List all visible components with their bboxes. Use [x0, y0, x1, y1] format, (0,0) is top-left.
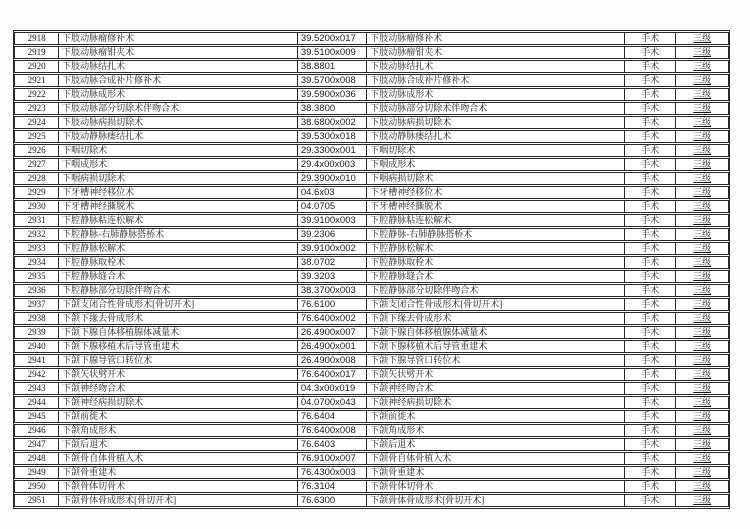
procedure-name-cell: 下肢动脉成形术 [58, 88, 297, 101]
procedure-code-cell: 76.6400x002 [297, 312, 366, 325]
category-cell: 手术 [624, 438, 676, 451]
procedure-name-repeat-cell: 下颌矢状劈开术 [366, 368, 624, 381]
procedure-name-cell: 下肢动脉合成补片修补术 [58, 74, 297, 87]
procedure-code-cell: 04.0705 [297, 200, 366, 213]
row-number-cell: 2939 [14, 326, 58, 339]
row-number-cell: 2951 [14, 494, 58, 507]
procedure-name-repeat-cell: 下腔静脉缝合术 [366, 270, 624, 283]
procedure-code-cell: 76.6400x008 [297, 424, 366, 437]
category-cell: 手术 [624, 284, 676, 297]
procedure-code-cell: 39.5200x017 [297, 32, 366, 45]
category-cell: 手术 [624, 172, 676, 185]
procedure-name-cell: 下颌角成形术 [58, 424, 297, 437]
category-cell: 手术 [624, 368, 676, 381]
category-cell: 手术 [624, 466, 676, 479]
category-cell: 手术 [624, 228, 676, 241]
category-cell: 手术 [624, 410, 676, 423]
category-cell: 手术 [624, 494, 676, 507]
procedure-name-repeat-cell: 下牙槽神经撕脱术 [366, 200, 624, 213]
procedure-code-cell: 29.4x00x003 [297, 158, 366, 171]
row-number-cell: 2934 [14, 256, 58, 269]
table-row [14, 116, 729, 129]
table-row [14, 200, 729, 213]
table-row [14, 466, 729, 479]
procedure-name-cell: 下颌骨体切骨术 [58, 480, 297, 493]
row-number-cell: 2948 [14, 452, 58, 465]
procedure-code-cell: 38.8801 [297, 60, 366, 73]
procedure-name-cell: 下颌矢状劈开术 [58, 368, 297, 381]
level-cell: 三级 [675, 438, 729, 451]
table-row [14, 88, 729, 101]
procedure-name-repeat-cell: 下腔静脉-右肺静脉搭桥术 [366, 228, 624, 241]
row-number-cell: 2949 [14, 466, 58, 479]
row-number-cell: 2921 [14, 74, 58, 87]
category-cell: 手术 [624, 102, 676, 115]
table-row [14, 326, 729, 339]
category-cell: 手术 [624, 424, 676, 437]
procedure-name-repeat-cell: 下牙槽神经移位术 [366, 186, 624, 199]
procedure-classification-table [13, 30, 730, 509]
level-cell: 三级 [675, 172, 729, 185]
procedure-name-repeat-cell: 下腔静脉部分切除伴吻合术 [366, 284, 624, 297]
row-number-cell: 2931 [14, 214, 58, 227]
table-row [14, 494, 729, 507]
category-cell: 手术 [624, 452, 676, 465]
row-number-cell: 2936 [14, 284, 58, 297]
table-row [14, 46, 729, 59]
category-cell: 手术 [624, 186, 676, 199]
procedure-name-cell: 下肢动脉结扎术 [58, 60, 297, 73]
category-cell: 手术 [624, 298, 676, 311]
procedure-code-cell: 39.5700x008 [297, 74, 366, 87]
table-row [14, 354, 729, 367]
procedure-name-repeat-cell: 下颌神经病损切除术 [366, 396, 624, 409]
procedure-code-cell: 76.6403 [297, 438, 366, 451]
row-number-cell: 2923 [14, 102, 58, 115]
row-number-cell: 2925 [14, 130, 58, 143]
procedure-name-repeat-cell: 下颌骨体切骨术 [366, 480, 624, 493]
procedure-name-repeat-cell: 下颌神经吻合术 [366, 382, 624, 395]
procedure-name-cell: 下颌骨体骨成形术[骨切开术] [58, 494, 297, 507]
level-cell: 三级 [675, 424, 729, 437]
procedure-name-cell: 下颌骨自体骨植入术 [58, 452, 297, 465]
category-cell: 手术 [624, 74, 676, 87]
level-cell: 三级 [675, 298, 729, 311]
procedure-name-cell: 下咽病损切除术 [58, 172, 297, 185]
level-cell: 三级 [675, 130, 729, 143]
level-cell: 三级 [675, 32, 729, 45]
row-number-cell: 2929 [14, 186, 58, 199]
table-row [14, 214, 729, 227]
procedure-name-repeat-cell: 下腔静脉松解术 [366, 242, 624, 255]
category-cell: 手术 [624, 480, 676, 493]
level-cell: 三级 [675, 312, 729, 325]
category-cell: 手术 [624, 340, 676, 353]
row-number-cell: 2928 [14, 172, 58, 185]
procedure-name-cell: 下颌神经吻合术 [58, 382, 297, 395]
procedure-code-cell: 76.4300x003 [297, 466, 366, 479]
table-row [14, 270, 729, 283]
procedure-name-cell: 下颌下腺导管口转位术 [58, 354, 297, 367]
procedure-name-repeat-cell: 下颌下腺导管口转位术 [366, 354, 624, 367]
procedure-name-cell: 下颌神经病损切除术 [58, 396, 297, 409]
row-number-cell: 2946 [14, 424, 58, 437]
level-cell: 三级 [675, 270, 729, 283]
procedure-table-body [14, 32, 729, 507]
procedure-code-cell: 29.3900x010 [297, 172, 366, 185]
table-row [14, 256, 729, 269]
category-cell: 手术 [624, 270, 676, 283]
procedure-name-cell: 下腔静脉部分切除伴吻合术 [58, 284, 297, 297]
level-cell: 三级 [675, 326, 729, 339]
category-cell: 手术 [624, 116, 676, 129]
row-number-cell: 2933 [14, 242, 58, 255]
procedure-code-cell: 39.5900x036 [297, 88, 366, 101]
procedure-name-repeat-cell: 下肢动脉瘤钳夹术 [366, 46, 624, 59]
procedure-name-repeat-cell: 下肢动脉病损切除术 [366, 116, 624, 129]
procedure-name-repeat-cell: 下肢动脉合成补片修补术 [366, 74, 624, 87]
procedure-name-cell: 下颌后退术 [58, 438, 297, 451]
table-row [14, 102, 729, 115]
procedure-name-cell: 下腔静脉松解术 [58, 242, 297, 255]
table-row [14, 74, 729, 87]
table-row [14, 32, 729, 45]
category-cell: 手术 [624, 382, 676, 395]
category-cell: 手术 [624, 214, 676, 227]
category-cell: 手术 [624, 130, 676, 143]
level-cell: 三级 [675, 242, 729, 255]
level-cell: 三级 [675, 466, 729, 479]
procedure-code-cell: 76.3104 [297, 480, 366, 493]
row-number-cell: 2940 [14, 340, 58, 353]
table-row [14, 228, 729, 241]
level-cell: 三级 [675, 452, 729, 465]
procedure-name-repeat-cell: 下腔静脉粘连松解术 [366, 214, 624, 227]
procedure-code-cell: 04.6x03 [297, 186, 366, 199]
row-number-cell: 2930 [14, 200, 58, 213]
row-number-cell: 2920 [14, 60, 58, 73]
procedure-name-cell: 下腔静脉取栓术 [58, 256, 297, 269]
row-number-cell: 2945 [14, 410, 58, 423]
row-number-cell: 2922 [14, 88, 58, 101]
procedure-name-cell: 下咽切除术 [58, 144, 297, 157]
procedure-code-cell: 26.4900x008 [297, 354, 366, 367]
row-number-cell: 2926 [14, 144, 58, 157]
category-cell: 手术 [624, 60, 676, 73]
table-row [14, 424, 729, 437]
procedure-code-cell: 38.6800x002 [297, 116, 366, 129]
procedure-code-cell: 39.9100x003 [297, 214, 366, 227]
row-number-cell: 2947 [14, 438, 58, 451]
procedure-name-repeat-cell: 下肢动脉部分切除术伴吻合术 [366, 102, 624, 115]
procedure-name-cell: 下腔静脉-右肺静脉搭桥术 [58, 228, 297, 241]
procedure-code-cell: 39.5100x009 [297, 46, 366, 59]
procedure-code-cell: 76.6404 [297, 410, 366, 423]
level-cell: 三级 [675, 284, 729, 297]
procedure-code-cell: 38.3800 [297, 102, 366, 115]
level-cell: 三级 [675, 200, 729, 213]
procedure-name-cell: 下颌支闭合性骨成形术[骨切开术] [58, 298, 297, 311]
procedure-code-cell: 26.4900x007 [297, 326, 366, 339]
category-cell: 手术 [624, 242, 676, 255]
category-cell: 手术 [624, 326, 676, 339]
procedure-name-cell: 下颌前徙术 [58, 410, 297, 423]
row-number-cell: 2919 [14, 46, 58, 59]
level-cell: 三级 [675, 368, 729, 381]
procedure-code-cell: 39.9100x002 [297, 242, 366, 255]
procedure-name-repeat-cell: 下肢动静脉瘘结扎术 [366, 130, 624, 143]
row-number-cell: 2927 [14, 158, 58, 171]
table-row [14, 60, 729, 73]
procedure-name-repeat-cell: 下颌角成形术 [366, 424, 624, 437]
table-row [14, 368, 729, 381]
procedure-name-cell: 下肢动脉病损切除术 [58, 116, 297, 129]
category-cell: 手术 [624, 354, 676, 367]
level-cell: 三级 [675, 46, 729, 59]
level-cell: 三级 [675, 144, 729, 157]
procedure-code-cell: 29.3300x001 [297, 144, 366, 157]
procedure-name-cell: 下肢动脉瘤钳夹术 [58, 46, 297, 59]
table-row [14, 382, 729, 395]
procedure-name-cell: 下颌下腺自体移植腺体减量术 [58, 326, 297, 339]
category-cell: 手术 [624, 88, 676, 101]
level-cell: 三级 [675, 354, 729, 367]
row-number-cell: 2937 [14, 298, 58, 311]
procedure-name-cell: 下咽成形术 [58, 158, 297, 171]
procedure-name-repeat-cell: 下颌骨体骨成形术[骨切开术] [366, 494, 624, 507]
level-cell: 三级 [675, 186, 729, 199]
procedure-name-cell: 下腔静脉粘连松解术 [58, 214, 297, 227]
procedure-name-repeat-cell: 下肢动脉瘤修补术 [366, 32, 624, 45]
procedure-code-cell: 38.0702 [297, 256, 366, 269]
procedure-code-cell: 76.6300 [297, 494, 366, 507]
row-number-cell: 2938 [14, 312, 58, 325]
table-row [14, 186, 729, 199]
category-cell: 手术 [624, 396, 676, 409]
level-cell: 三级 [675, 396, 729, 409]
procedure-code-cell: 26.4900x001 [297, 340, 366, 353]
procedure-name-cell: 下颌下缘去骨成形术 [58, 312, 297, 325]
row-number-cell: 2932 [14, 228, 58, 241]
table-row [14, 172, 729, 185]
table-row [14, 298, 729, 311]
level-cell: 三级 [675, 382, 729, 395]
level-cell: 三级 [675, 74, 729, 87]
level-cell: 三级 [675, 116, 729, 129]
category-cell: 手术 [624, 256, 676, 269]
row-number-cell: 2935 [14, 270, 58, 283]
level-cell: 三级 [675, 340, 729, 353]
procedure-code-cell: 39.3203 [297, 270, 366, 283]
procedure-name-cell: 下肢动脉瘤修补术 [58, 32, 297, 45]
table-row [14, 158, 729, 171]
row-number-cell: 2918 [14, 32, 58, 45]
procedure-code-cell: 76.9100x007 [297, 452, 366, 465]
level-cell: 三级 [675, 480, 729, 493]
procedure-name-cell: 下腔静脉缝合术 [58, 270, 297, 283]
procedure-name-cell: 下颌下腺移植术后导管重建术 [58, 340, 297, 353]
level-cell: 三级 [675, 88, 729, 101]
row-number-cell: 2941 [14, 354, 58, 367]
procedure-code-cell: 04.3x00x019 [297, 382, 366, 395]
category-cell: 手术 [624, 200, 676, 213]
procedure-name-repeat-cell: 下颌支闭合性骨成形术[骨切开术] [366, 298, 624, 311]
level-cell: 三级 [675, 60, 729, 73]
level-cell: 三级 [675, 494, 729, 507]
table-row [14, 144, 729, 157]
procedure-code-cell: 76.6400x017 [297, 368, 366, 381]
procedure-name-repeat-cell: 下颌下腺移植术后导管重建术 [366, 340, 624, 353]
row-number-cell: 2943 [14, 382, 58, 395]
procedure-name-cell: 下牙槽神经移位术 [58, 186, 297, 199]
procedure-code-cell: 39.2306 [297, 228, 366, 241]
table-row [14, 340, 729, 353]
procedure-name-cell: 下颌骨重建术 [58, 466, 297, 479]
table-row [14, 396, 729, 409]
table-row [14, 284, 729, 297]
procedure-name-repeat-cell: 下咽切除术 [366, 144, 624, 157]
procedure-name-repeat-cell: 下颌后退术 [366, 438, 624, 451]
table-row [14, 480, 729, 493]
procedure-name-repeat-cell: 下咽成形术 [366, 158, 624, 171]
table-row [14, 242, 729, 255]
category-cell: 手术 [624, 158, 676, 171]
row-number-cell: 2950 [14, 480, 58, 493]
category-cell: 手术 [624, 144, 676, 157]
procedure-name-cell: 下肢动脉部分切除术伴吻合术 [58, 102, 297, 115]
procedure-name-repeat-cell: 下颌下腺自体移植腺体减量术 [366, 326, 624, 339]
level-cell: 三级 [675, 102, 729, 115]
procedure-name-repeat-cell: 下腔静脉取栓术 [366, 256, 624, 269]
procedure-name-repeat-cell: 下肢动脉成形术 [366, 88, 624, 101]
procedure-name-repeat-cell: 下颌骨自体骨植入术 [366, 452, 624, 465]
level-cell: 三级 [675, 214, 729, 227]
procedure-name-repeat-cell: 下颌下缘去骨成形术 [366, 312, 624, 325]
table-row [14, 130, 729, 143]
procedure-code-cell: 76.6100 [297, 298, 366, 311]
procedure-code-cell: 04.0700x043 [297, 396, 366, 409]
level-cell: 三级 [675, 256, 729, 269]
procedure-name-repeat-cell: 下颌骨重建术 [366, 466, 624, 479]
procedure-name-cell: 下肢动静脉瘘结扎术 [58, 130, 297, 143]
row-number-cell: 2944 [14, 396, 58, 409]
category-cell: 手术 [624, 46, 676, 59]
level-cell: 三级 [675, 158, 729, 171]
table-row [14, 312, 729, 325]
table-row [14, 438, 729, 451]
row-number-cell: 2942 [14, 368, 58, 381]
category-cell: 手术 [624, 32, 676, 45]
category-cell: 手术 [624, 312, 676, 325]
procedure-code-cell: 39.5300x018 [297, 130, 366, 143]
table-row [14, 452, 729, 465]
procedure-name-repeat-cell: 下咽病损切除术 [366, 172, 624, 185]
table-row [14, 410, 729, 423]
row-number-cell: 2924 [14, 116, 58, 129]
level-cell: 三级 [675, 228, 729, 241]
procedure-name-repeat-cell: 下颌前徙术 [366, 410, 624, 423]
procedure-code-cell: 38.3700x003 [297, 284, 366, 297]
procedure-name-repeat-cell: 下肢动脉结扎术 [366, 60, 624, 73]
level-cell: 三级 [675, 410, 729, 423]
procedure-name-cell: 下牙槽神经撕脱术 [58, 200, 297, 213]
